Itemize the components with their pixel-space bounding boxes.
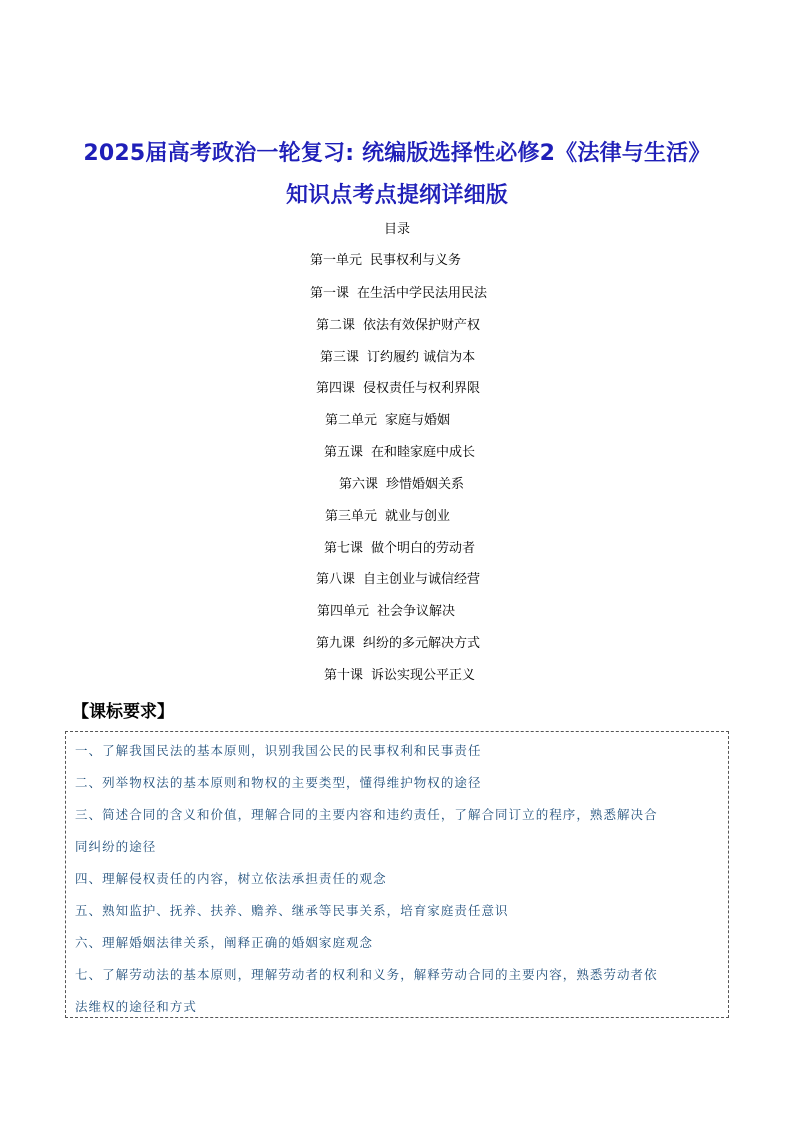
- requirement-line: 二、列举物权法的基本原则和物权的主要类型，懂得维护物权的途径: [75, 775, 482, 790]
- document-title-line-1: 2025届高考政治一轮复习: 统编版选择性必修2《法律与生活》: [83, 141, 711, 166]
- requirement-line: 法维权的途径和方式: [75, 999, 197, 1014]
- requirement-line: 四、理解侵权责任的内容，树立依法承担责任的观念: [75, 871, 387, 886]
- requirement-line: 一、了解我国民法的基本原则，识别我国公民的民事权利和民事责任: [75, 743, 482, 758]
- toc-item: 第九课 纠纷的多元解决方式: [316, 636, 481, 651]
- toc-heading: 目录: [383, 222, 410, 237]
- toc-item: 第四单元 社会争议解决: [317, 604, 456, 619]
- toc-item: 第七课 做个明白的劳动者: [324, 541, 476, 556]
- toc-item: 第二课 依法有效保护财产权: [316, 318, 481, 333]
- toc-item: 第二单元 家庭与婚姻: [325, 413, 451, 428]
- requirement-line: 五、熟知监护、抚养、扶养、赡养、继承等民事关系，培育家庭责任意识: [75, 903, 509, 918]
- document-title-line-2: 知识点考点提纲详细版: [285, 183, 508, 208]
- toc-item: 第一单元 民事权利与义务: [310, 253, 462, 268]
- toc-item: 第八课 自主创业与诚信经营: [316, 572, 481, 587]
- requirement-line: 六、理解婚姻法律关系，阐释正确的婚姻家庭观念: [75, 935, 374, 950]
- requirement-line: 同纠纷的途径: [75, 839, 157, 854]
- toc-item: 第五课 在和睦家庭中成长: [324, 445, 476, 460]
- section-heading-curriculum-requirements: 【课标要求】: [72, 702, 174, 722]
- toc-item: 第一课 在生活中学民法用民法: [310, 286, 488, 301]
- requirements-box: [65, 731, 729, 1018]
- requirement-line: 三、简述合同的含义和价值，理解合同的主要内容和违约责任，了解合同订立的程序，熟悉解决合: [75, 807, 658, 822]
- toc-item: 第十课 诉讼实现公平正义: [324, 668, 476, 683]
- toc-item: 第六课 珍惜婚姻关系: [339, 477, 465, 492]
- toc-item: 第四课 侵权责任与权利界限: [316, 381, 481, 396]
- toc-item: 第三单元 就业与创业: [325, 509, 451, 524]
- toc-item: 第三课 订约履约 诚信为本: [320, 350, 476, 365]
- requirement-line: 七、了解劳动法的基本原则，理解劳动者的权利和义务，解释劳动合同的主要内容，熟悉劳动者依: [75, 967, 658, 982]
